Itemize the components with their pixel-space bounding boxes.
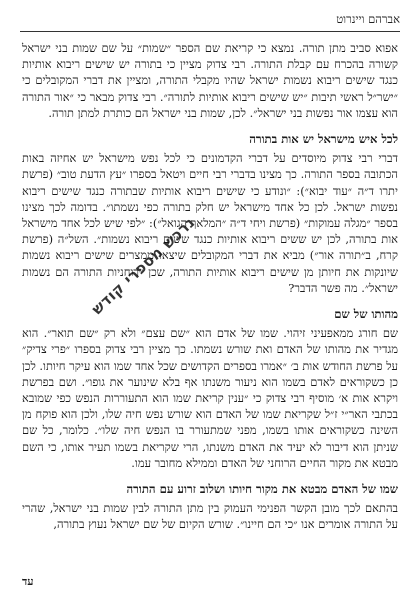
paragraph: שם חורג ממאפעיני זיהוי. שמו של אדם הוא ״שם עצם״ ולא רק ״שם תואר״. הוא מגדיר את מהותו של האדם ואת שורש נשמתו. כך מציין רבי צדוק בספרו ״פרי צדיק״ על פרשת החודש אות ב׳ ״אמרו בספרים הקדושים שכל אחד שמו הוא עיקר חיותו. לכן כן כשקוראים לאדם בשמו הוא ניעור משנתו אף בלא שינוער את גופו״. ושם בפרשת ויקרא אות א׳ מוסיף רבי צדוק כי ״ענין קריאת שמו הוא התעוררות הנפש כפי שמובא בכתבי האר״י ז״ל שקריאת שמו של האדם הוא שורש נפש חיה שלו, ולכן הוא פוקח מן השינה כשקוראים אותו בשמו, מפני שמתעורר בו הנפש חיה שלו״. כלומר, כל שם שניתן הוא דיבור לא יעיד את האדם משנתו, הרי שקריאת בשמו תעיר אותו, כי השם מבטא את מקור החיים הרוחני של האדם וממילא מחובר עמו. xyxy=(22,326,398,470)
watermark-stamp: נרכש מספרי קודש xyxy=(88,213,199,319)
page-number: עד xyxy=(22,575,34,588)
body-text xyxy=(22,40,398,542)
header-rule xyxy=(20,31,400,32)
section-heading: לכל איש מישראל יש אות בתורה xyxy=(249,132,398,147)
running-header: אברהם ויינרוט xyxy=(336,12,400,26)
paragraph: דברי רבי צדוק מיוסדים על דברי הקדמונים כי לכל נפש מישראל יש אחיזה באות הכתובה בספר התורה. כך מצינו בדברי רבי חיים ויטאל בספרו ״עץ הדעת טוב״ (פרשת יתרו ד״ה ״עוד יבוא״): ״ונודע כי שישים ריבוא אותיות שבתורה כנגד שישים ריבוא נפשות ישראל. לכן כל אחד מישראל יש חלק בתורה כפי נשמתו״. בדומה לכך מצינו בספר ״מגלה עמוקות״ (פרשת ויחי ד״ה ״המלאך הגואל״): ״לפי שיש לכל אחד מישראל אות בתורה, לכן יש ששים ריבוא אותיות כנגד ששים ריבוא נשמות״. השל״ה (פרשת קרח, ב״תורה אור״) מביא את דברי המקובלים שיצאו ממצרים שישים ריבוא נשמות שיונקות את חיותן מן שישים ריבוא אותיות התורה, שכן ״רוחניות התורה הם נשמות ישראל״. מה פשר הדבר? xyxy=(22,151,398,295)
paragraph: אפוא סביב מתן תורה. נמצא כי קריאת שם הספר ״שמות״ על שם שמות בני ישראל קשורה בהכרח עם קבלת התורה. רבי צדוק מציין כי בתורה יש שישים ריבוא אותיות כנגד שישים ריבוא נשמות ישראל שהיו מקבלי התורה, ומציין את דברי המקובלים כי ״ישר״ל ראשי תיבות ״יש שישים ריבוא אותיות לתורה״. רבי צדוק מבאר כי ״אור התורה הוא עצמו אור נפשות בני ישראל״. לכן, שמות בני ישראל הם כותרת למתן תורה. xyxy=(22,41,398,120)
section-heading: מהותו של שם xyxy=(334,307,398,322)
paragraph: בהתאם לכך מובן הקשר הפנימי העמוק בין מתן התורה לבין שמות בני ישראל, שהרי על התורה אומרים אנו ״כי הם חיינו״. שורש הקיום של שם ישראל נעוץ בתורה, xyxy=(22,501,398,532)
section-heading: שמו של האדם מבטא את מקור חיותו ושלוב זרוע עם התורה xyxy=(126,482,398,497)
